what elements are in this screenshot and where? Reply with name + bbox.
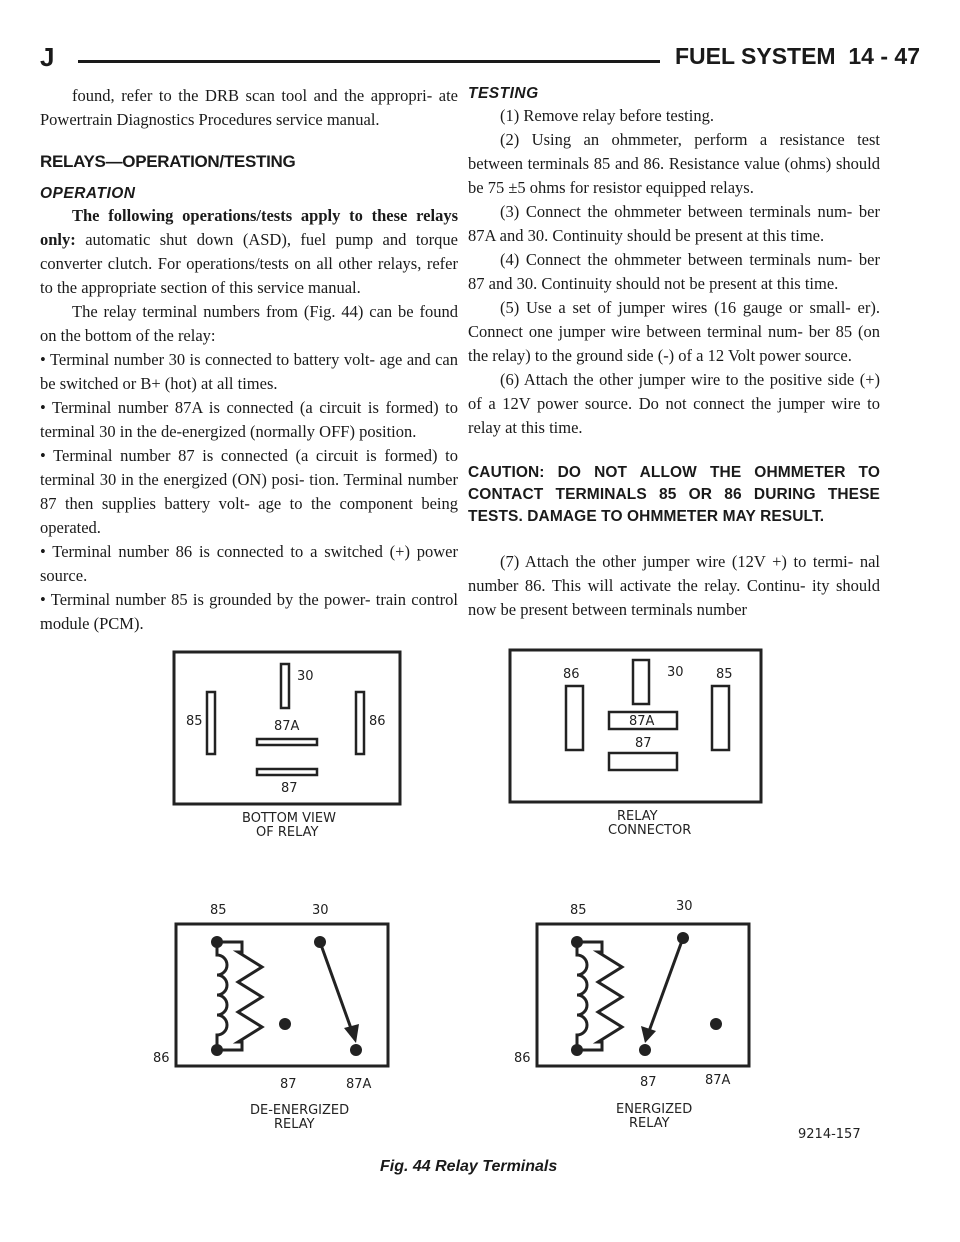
header-rule — [78, 60, 660, 63]
terminals-intro: The relay terminal numbers from (Fig. 44) can be found on the bottom of the relay: — [40, 302, 458, 345]
connector-caption-line2: CONNECTOR — [608, 823, 692, 838]
bullet-item: • Terminal number 87 is connected (a circuit is formed) to terminal 30 in the energized (ON) posi- tion. Terminal number 87 then supplies battery volt- age to the component being operated. — [40, 446, 458, 537]
bottom-view-caption-line2: OF RELAY — [256, 825, 319, 840]
terminal-87a-point — [710, 1018, 722, 1030]
switch-arrow — [641, 1026, 656, 1043]
de-energized-caption-line2: RELAY — [274, 1117, 315, 1132]
terminal-87-blade — [257, 769, 317, 775]
de-energized-caption-line1: DE-ENERGIZED — [250, 1103, 350, 1118]
relay-terminals-figure — [130, 630, 890, 1170]
testing-heading: TESTING — [468, 85, 539, 102]
test-step: (4) Connect the ohmmeter between terminals num- ber 87 and 30. Continuity should not be present at this time. — [468, 250, 880, 293]
test-step: (7) Attach the other jumper wire (12V +) to termi- nal number 86. This will activate the relay. Continu- ity should now be present between terminals number — [468, 552, 880, 619]
section-title: RELAYS—OPERATION/TESTING — [40, 152, 296, 171]
operation-heading: OPERATION — [40, 185, 136, 202]
label-30: 30 — [297, 669, 314, 684]
label-30: 30 — [676, 899, 693, 914]
header-title: FUEL SYSTEM — [675, 43, 836, 69]
label-87: 87 — [280, 1077, 297, 1092]
energized-caption-line2: RELAY — [629, 1116, 670, 1131]
intro-paragraph: found, refer to the DRB scan tool and the appropri- ate Powertrain Diagnostics Procedures service manual. — [40, 86, 458, 129]
label-87a: 87A — [274, 719, 300, 734]
terminal-87-point — [279, 1018, 291, 1030]
connector-caption-line1: RELAY — [617, 809, 658, 824]
bottom-view-caption-line1: BOTTOM VIEW — [242, 811, 336, 826]
test-step: (1) Remove relay before testing. — [500, 106, 714, 125]
switch-arm — [320, 942, 353, 1034]
energized-caption-line1: ENERGIZED — [616, 1102, 693, 1117]
label-86: 86 — [514, 1051, 531, 1066]
test-step: (3) Connect the ohmmeter between terminals num- ber 87A and 30. Continuity should be present at this time. — [468, 202, 880, 245]
terminal-87a-blade — [257, 739, 317, 745]
left-column — [40, 84, 458, 636]
page-header — [40, 40, 920, 76]
switch-arrow — [344, 1024, 359, 1043]
socket-30 — [633, 660, 649, 704]
terminal-30-blade — [281, 664, 289, 708]
label-86: 86 — [153, 1051, 170, 1066]
label-87a: 87A — [629, 714, 655, 729]
socket-87 — [609, 753, 677, 770]
label-30: 30 — [667, 665, 684, 680]
bullet-item: • Terminal number 85 is grounded by the power- train control module (PCM). — [40, 590, 459, 633]
figure-caption: Fig. 44 Relay Terminals — [380, 1158, 558, 1175]
bullet-item: • Terminal number 30 is connected to battery volt- age and can be switched or B+ (hot) at all times. — [40, 350, 458, 393]
test-step: (5) Use a set of jumper wires (16 gauge or small- er). Connect one jumper wire between terminal num- ber 85 (on the relay) to the ground side (-) of a 12 Volt power source. — [468, 298, 880, 365]
test-step: (2) Using an ohmmeter, perform a resistance test between terminals 85 and 86. Resistance value (ohms) should be 75 ±5 ohms for resistor equipped relays. — [468, 130, 880, 197]
caution-notice: CAUTION: DO NOT ALLOW THE OHMMETER TO CONTACT TERMINALS 85 OR 86 DURING THESE TESTS. DAMAGE TO OHMMETER MAY RESULT. — [468, 464, 880, 525]
header-page-number: 14 - 47 — [848, 43, 920, 69]
figure-code: 9214-157 — [798, 1127, 861, 1142]
socket-86 — [566, 686, 583, 750]
label-85: 85 — [716, 667, 733, 682]
label-87: 87 — [281, 781, 298, 796]
bullet-item: • Terminal number 87A is connected (a circuit is formed) to terminal 30 in the de-energized (normally OFF) position. — [40, 398, 458, 441]
de-energized-relay-diagram — [153, 903, 388, 1132]
right-column — [468, 84, 880, 622]
label-86: 86 — [563, 667, 580, 682]
operation-bold-lead: The following operations/tests apply to these relays only: — [40, 206, 458, 249]
label-85: 85 — [570, 903, 587, 918]
terminal-87-point — [639, 1044, 651, 1056]
bottom-view-diagram — [174, 652, 400, 840]
coil-symbol — [217, 942, 227, 1050]
label-85: 85 — [210, 903, 227, 918]
label-85: 85 — [186, 714, 203, 729]
label-87a: 87A — [346, 1077, 372, 1092]
coil-symbol — [577, 942, 587, 1050]
label-87: 87 — [640, 1075, 657, 1090]
operation-rest: automatic shut down (ASD), fuel pump and torque converter clutch. For operations/tests on all other relays, refer to the appropriate section of this service manual. — [40, 230, 458, 297]
terminal-86-blade — [356, 692, 364, 754]
terminal-85-blade — [207, 692, 215, 754]
relay-connector-diagram — [510, 650, 761, 838]
bullet-item: • Terminal number 86 is connected to a switched (+) power source. — [40, 542, 458, 585]
label-30: 30 — [312, 903, 329, 918]
test-step: (6) Attach the other jumper wire to the positive side (+) of a 12V power source. Do not connect the jumper wire to relay at this time. — [468, 370, 880, 437]
energized-relay-diagram — [514, 899, 749, 1131]
header-letter: J — [40, 42, 55, 72]
terminal-87a-point — [350, 1044, 362, 1056]
label-86: 86 — [369, 714, 386, 729]
switch-arm — [648, 938, 683, 1034]
operation-paragraph — [40, 204, 458, 300]
relay-diagram — [130, 630, 890, 1170]
label-87a: 87A — [705, 1073, 731, 1088]
label-87: 87 — [635, 736, 652, 751]
socket-85 — [712, 686, 729, 750]
